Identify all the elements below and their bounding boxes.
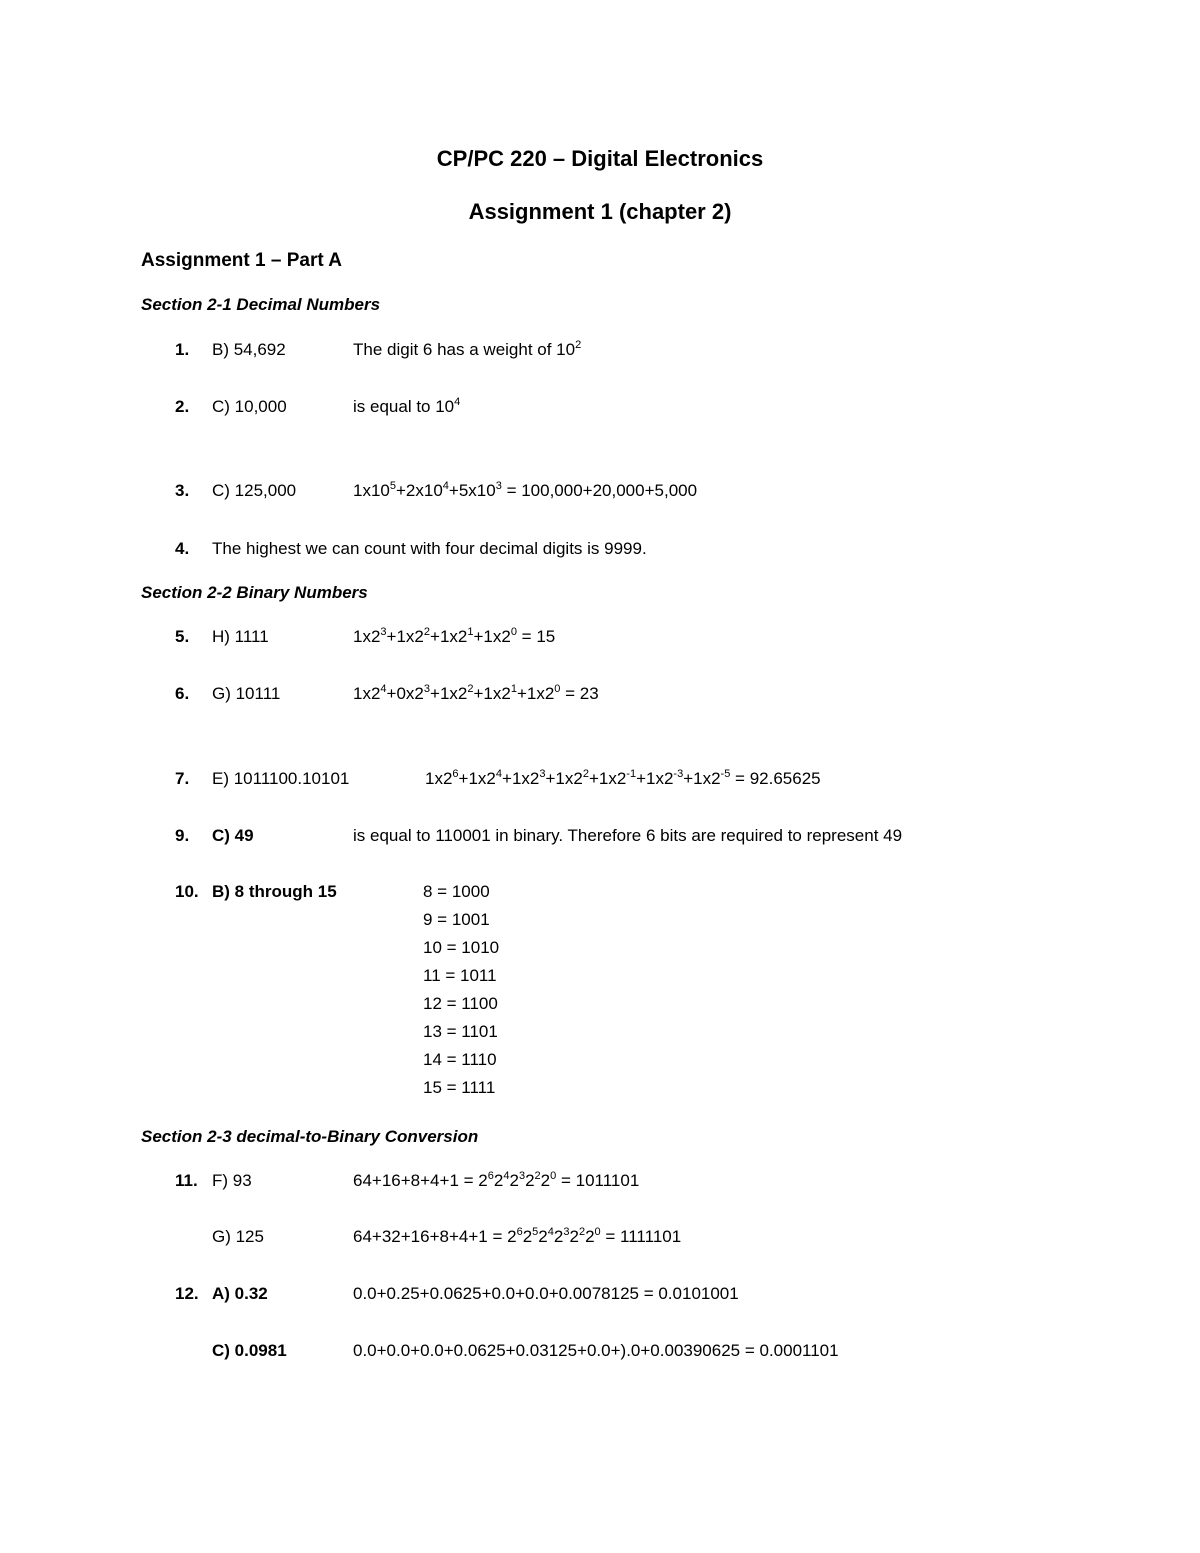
binary-list [423, 878, 499, 1102]
document-title: CP/PC 220 – Digital Electronics [436, 146, 764, 171]
question-answer: E) 1011100.10101 [212, 769, 350, 788]
question-number: 11. [175, 1171, 198, 1190]
question-number: 4. [175, 539, 190, 558]
question-number: 5. [175, 627, 190, 646]
section-heading-2-1: Section 2-1 Decimal Numbers [141, 295, 381, 314]
question-3 [141, 481, 1181, 505]
question-explanation: 0.0+0.25+0.0625+0.0+0.0+0.0078125 = 0.0101001 [353, 1284, 739, 1303]
question-answer: B) 8 through 15 [212, 882, 337, 901]
question-2 [141, 397, 1181, 421]
list-item: 13 = 1101 [423, 1022, 498, 1041]
list-item: 15 = 1111 [423, 1078, 496, 1097]
question-answer: C) 0.0981 [212, 1341, 287, 1360]
list-item: 8 = 1000 [423, 882, 490, 901]
question-explanation: $64+32+16+8+4+1 = 2^62^52^42^32^22^0 = 1111101$ [353, 1226, 682, 1246]
question-number: 9. [175, 826, 190, 845]
question-explanation: The digit 6 has a weight of $10^2$ [353, 339, 582, 359]
question-answer: B) 54,692 [212, 340, 286, 359]
section-heading-2-2: Section 2-2 Binary Numbers [141, 583, 368, 602]
question-explanation: $1x10^5+2x10^4+5x10^3 = 100,000+20,000+5,000$ [353, 480, 698, 500]
section-heading-2-3: Section 2-3 decimal-to-Binary Conversion [141, 1127, 479, 1146]
question-number: 7. [175, 769, 190, 788]
question-1 [141, 340, 1181, 364]
question-explanation: $1x2^4+0x2^3+1x2^2+1x2^1+1x2^0 = 23$ [353, 683, 599, 703]
question-explanation: is equal to 110001 in binary. Therefore 6 bits are required to represent 49 [353, 826, 903, 845]
question-answer: F) 93 [212, 1171, 252, 1190]
question-number: 1. [175, 340, 190, 359]
question-number: 3. [175, 481, 190, 500]
question-answer: C) 10,000 [212, 397, 287, 416]
question-answer: A) 0.32 [212, 1284, 268, 1303]
document-subtitle: Assignment 1 (chapter 2) [468, 199, 732, 224]
question-answer: G) 125 [212, 1227, 264, 1246]
question-12 [141, 1284, 1181, 1308]
list-item: 12 = 1100 [423, 994, 498, 1013]
question-6 [141, 684, 1181, 708]
question-number: 6. [175, 684, 190, 703]
list-item: 11 = 1011 [423, 966, 497, 985]
list-item: 14 = 1110 [423, 1050, 497, 1069]
part-heading: Assignment 1 – Part A [141, 250, 342, 271]
question-explanation: $1x2^3+1x2^2+1x2^1+1x2^0 = 15$ [353, 626, 556, 646]
question-11 [141, 1171, 1181, 1195]
question-4 [141, 539, 1181, 563]
question-10 [141, 882, 1181, 906]
question-number: 10. [175, 882, 199, 901]
list-item: 10 = 1010 [423, 938, 500, 957]
list-item: 9 = 1001 [423, 910, 490, 929]
question-explanation: is equal to $10^4$ [353, 396, 461, 416]
question-number: 2. [175, 397, 190, 416]
question-answer: H) 1111 [212, 627, 269, 646]
question-explanation: 0.0+0.0+0.0+0.0625+0.03125+0.0+).0+0.00390625 = 0.0001101 [353, 1341, 839, 1360]
question-answer: G) 10111 [212, 684, 281, 703]
question-text: The highest we can count with four decimal digits is 9999. [212, 539, 647, 558]
question-7 [141, 769, 1181, 793]
question-answer: C) 49 [212, 826, 254, 845]
question-number: 12. [175, 1284, 199, 1303]
question-12-part-c [141, 1341, 1181, 1365]
question-11-part-g [141, 1227, 1181, 1251]
question-9 [141, 826, 1181, 850]
question-explanation: $64+16+8+4+1 = 2^62^42^32^22^0 = 1011101$ [353, 1170, 640, 1190]
question-5 [141, 627, 1181, 651]
question-explanation: $1x2^6+1x2^4+1x2^3+1x2^2+1x2^{-1}+1x2^{-3}+1x2^{-5} = 92.65625$ [425, 768, 821, 788]
question-answer: C) 125,000 [212, 481, 297, 500]
